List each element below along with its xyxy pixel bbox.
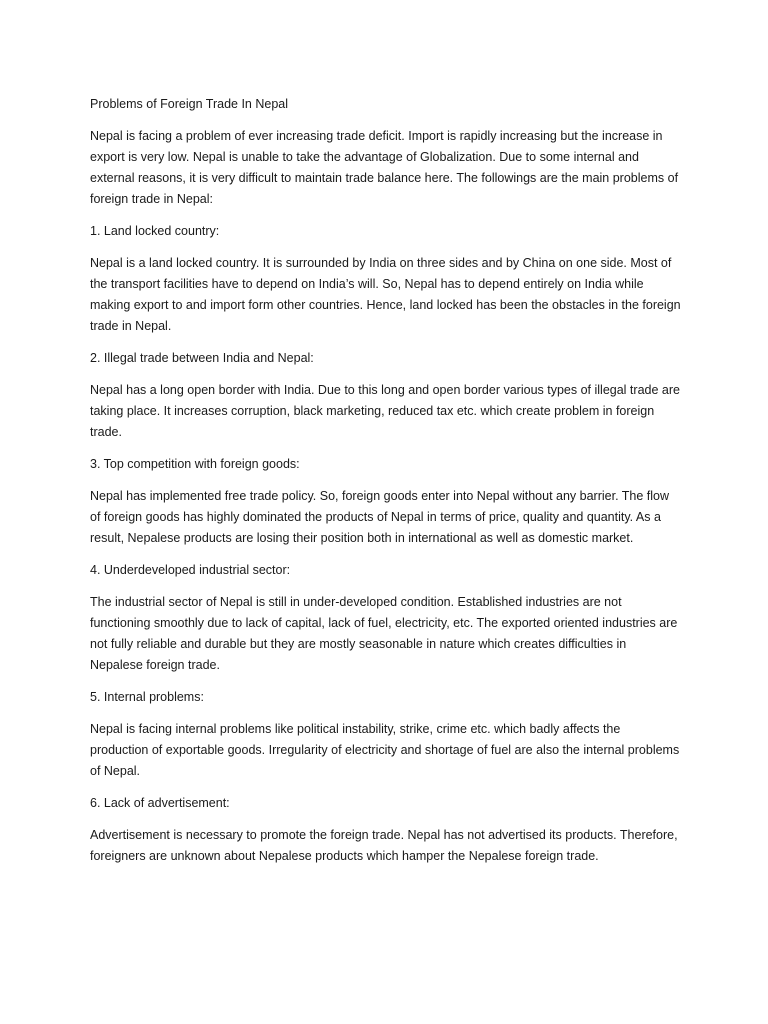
section-paragraph: Nepal has implemented free trade policy. So, foreign goods enter into Nepal without any barrier. The flow of foreign goods has highly dominated the products of Nepal in terms of price, quality and quantity. As a result, Nepalese products are losing their position both in international as well as domestic market. (90, 489, 670, 545)
section-heading: 4. Underdeveloped industrial sector: (90, 563, 291, 577)
section-heading: 2. Illegal trade between India and Nepal: (90, 351, 314, 365)
section-paragraph: Nepal is facing internal problems like political instability, strike, crime etc. which badly affects the production of exportable goods. Irregularity of electricity and shortage of fuel are also the internal problems of Nepal. (90, 722, 680, 778)
document-body (90, 94, 682, 878)
document-title: Problems of Foreign Trade In Nepal (90, 97, 289, 111)
section-paragraph: Nepal has a long open border with India. Due to this long and open border various types of illegal trade are taking place. It increases corruption, black marketing, reduced tax etc. which create problem in foreign trade. (90, 383, 680, 439)
section-heading: 6. Lack of advertisement: (90, 796, 230, 810)
intro-paragraph: Nepal is facing a problem of ever increasing trade deficit. Import is rapidly increasing but the increase in export is very low. Nepal is unable to take the advantage of Globalization. Due to some internal and external reasons, it is very difficult to maintain trade balance here. The followings are the main problems of foreign trade in Nepal: (90, 129, 679, 206)
section-heading: 1. Land locked country: (90, 224, 220, 238)
section-paragraph: The industrial sector of Nepal is still in under-developed condition. Established industries are not functioning smoothly due to lack of capital, lack of fuel, electricity, etc. The exported oriented industries are not fully reliable and durable but they are mostly seasonable in nature which creates difficulties in Nepalese foreign trade. (90, 595, 678, 672)
section-heading: 5. Internal problems: (90, 690, 204, 704)
section-paragraph: Advertisement is necessary to promote the foreign trade. Nepal has not advertised its products. Therefore, foreigners are unknown about Nepalese products which hamper the Nepalese foreign trade. (90, 828, 678, 863)
section-heading: 3. Top competition with foreign goods: (90, 457, 300, 471)
section-paragraph: Nepal is a land locked country. It is surrounded by India on three sides and by China on one side. Most of the transport facilities have to depend on India’s will. So, Nepal has to depend entirely on India while making export to and import form other countries. Hence, land locked has been the obstacles in the foreign trade in Nepal. (90, 256, 681, 333)
